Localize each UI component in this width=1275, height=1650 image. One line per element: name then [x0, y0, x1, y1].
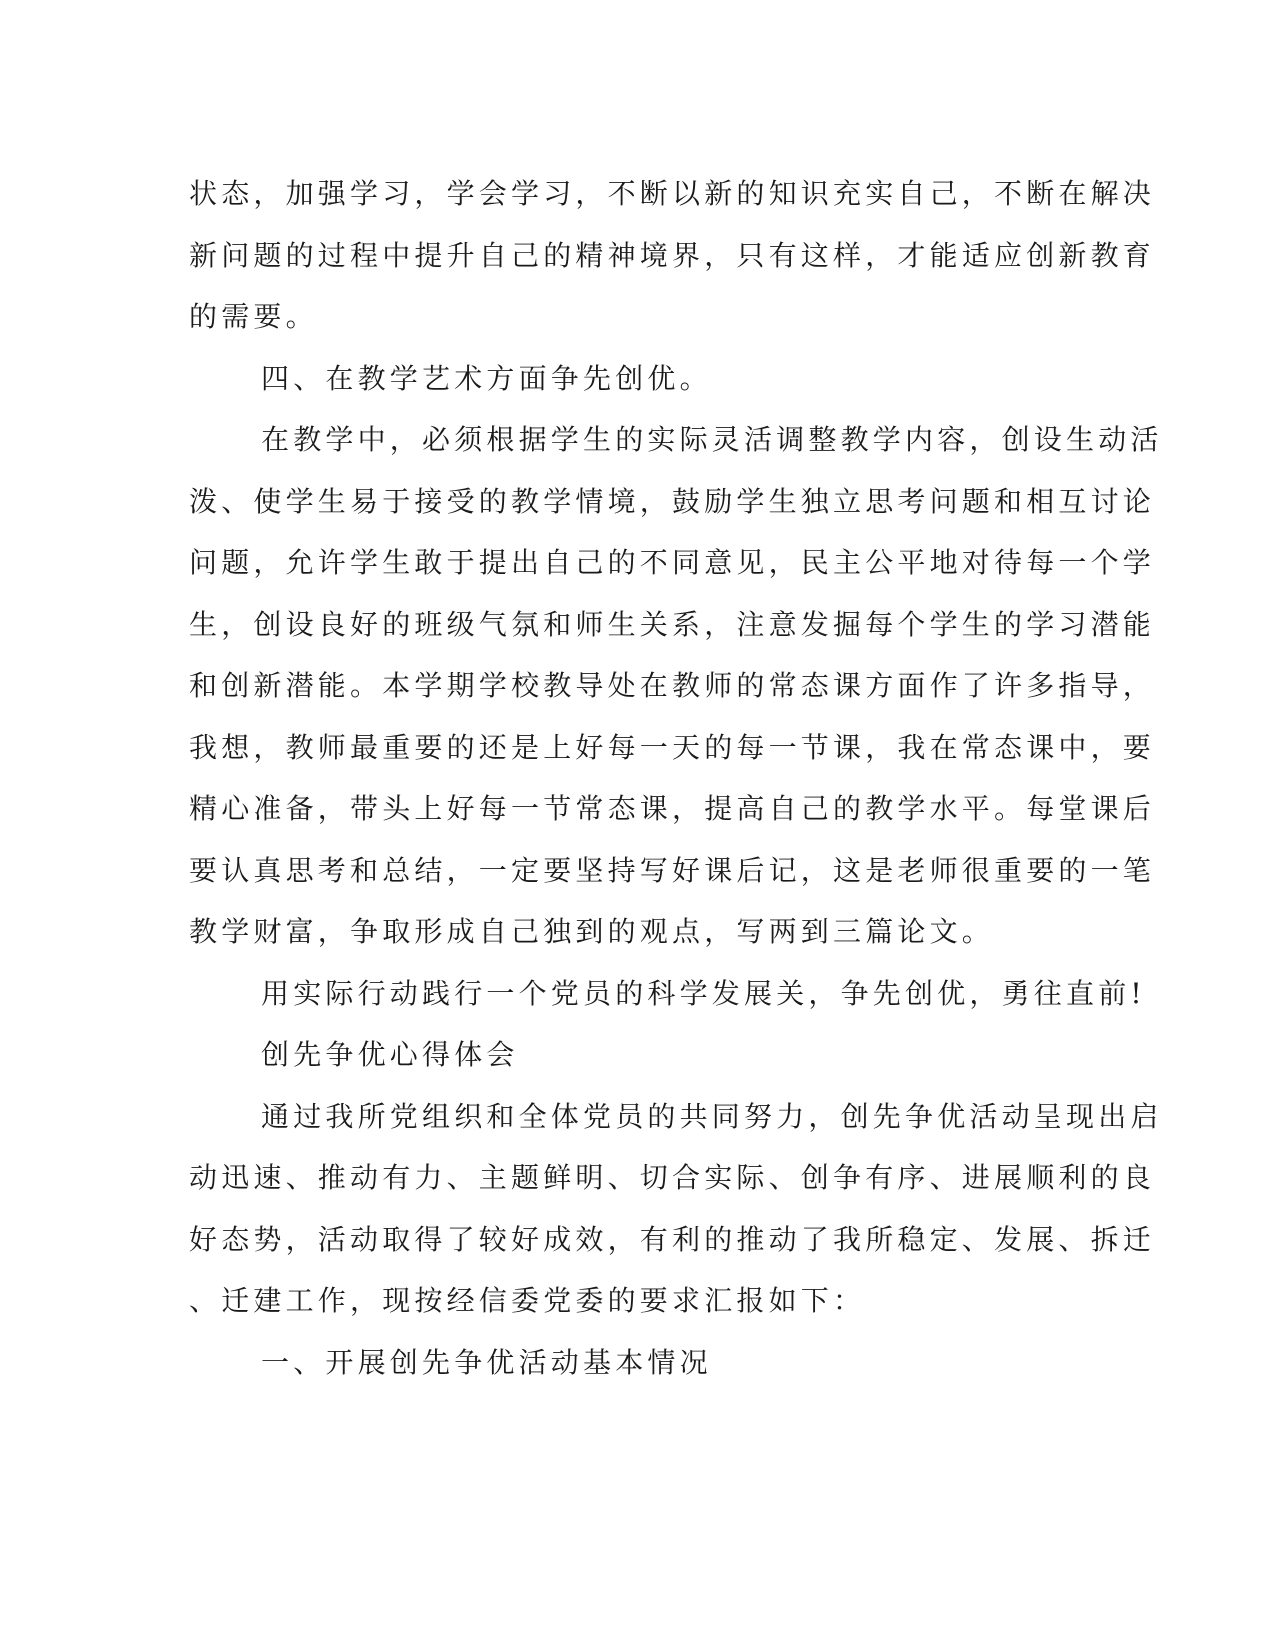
text-line: 我想，教师最重要的还是上好每一天的每一节课，我在常态课中，要 — [189, 730, 1156, 764]
text-line: 问题，允许学生敢于提出自己的不同意见，民主公平地对待每一个学 — [189, 546, 1156, 579]
text-line: 、迁建工作，现按经信委党委的要求汇报如下： — [189, 1284, 866, 1317]
document-subtitle: 创先争优心得体会 — [261, 1038, 519, 1071]
text-line: 教学财富，争取形成自己独到的观点，写两到三篇论文。 — [189, 915, 995, 948]
text-line: 通过我所党组织和全体党员的共同努力，创先争优活动呈现出启 — [261, 1099, 1163, 1133]
text-line: 生，创设良好的班级气氛和师生关系，注意发掘每个学生的学习潜能 — [189, 607, 1156, 641]
text-line: 的需要。 — [189, 300, 318, 333]
text-line: 新问题的过程中提升自己的精神境界，只有这样，才能适应创新教育 — [189, 238, 1156, 272]
section-heading: 四、在教学艺术方面争先创优。 — [261, 361, 712, 395]
text-line: 好态势，活动取得了较好成效，有利的推动了我所稳定、发展、拆迁 — [189, 1222, 1156, 1256]
text-line: 动迅速、推动有力、主题鲜明、切合实际、创争有序、进展顺利的良 — [189, 1161, 1156, 1194]
text-line: 要认真思考和总结，一定要坚持写好课后记，这是老师很重要的一笔 — [189, 853, 1156, 887]
section-heading: 一、开展创先争优活动基本情况 — [261, 1345, 712, 1379]
text-line: 状态，加强学习，学会学习，不断以新的知识充实自己，不断在解决 — [189, 177, 1156, 210]
text-line: 精心准备，带头上好每一节常态课，提高自己的教学水平。每堂课后 — [189, 792, 1156, 825]
text-line: 泼、使学生易于接受的教学情境，鼓励学生独立思考问题和相互讨论 — [189, 484, 1156, 518]
body-text — [189, 163, 1163, 1393]
text-line: 在教学中，必须根据学生的实际灵活调整教学内容，创设生动活 — [261, 423, 1163, 456]
text-line: 和创新潜能。本学期学校教导处在教师的常态课方面作了许多指导， — [189, 669, 1156, 702]
text-line: 用实际行动践行一个党员的科学发展关，争先创优，勇往直前! — [261, 976, 1146, 1010]
